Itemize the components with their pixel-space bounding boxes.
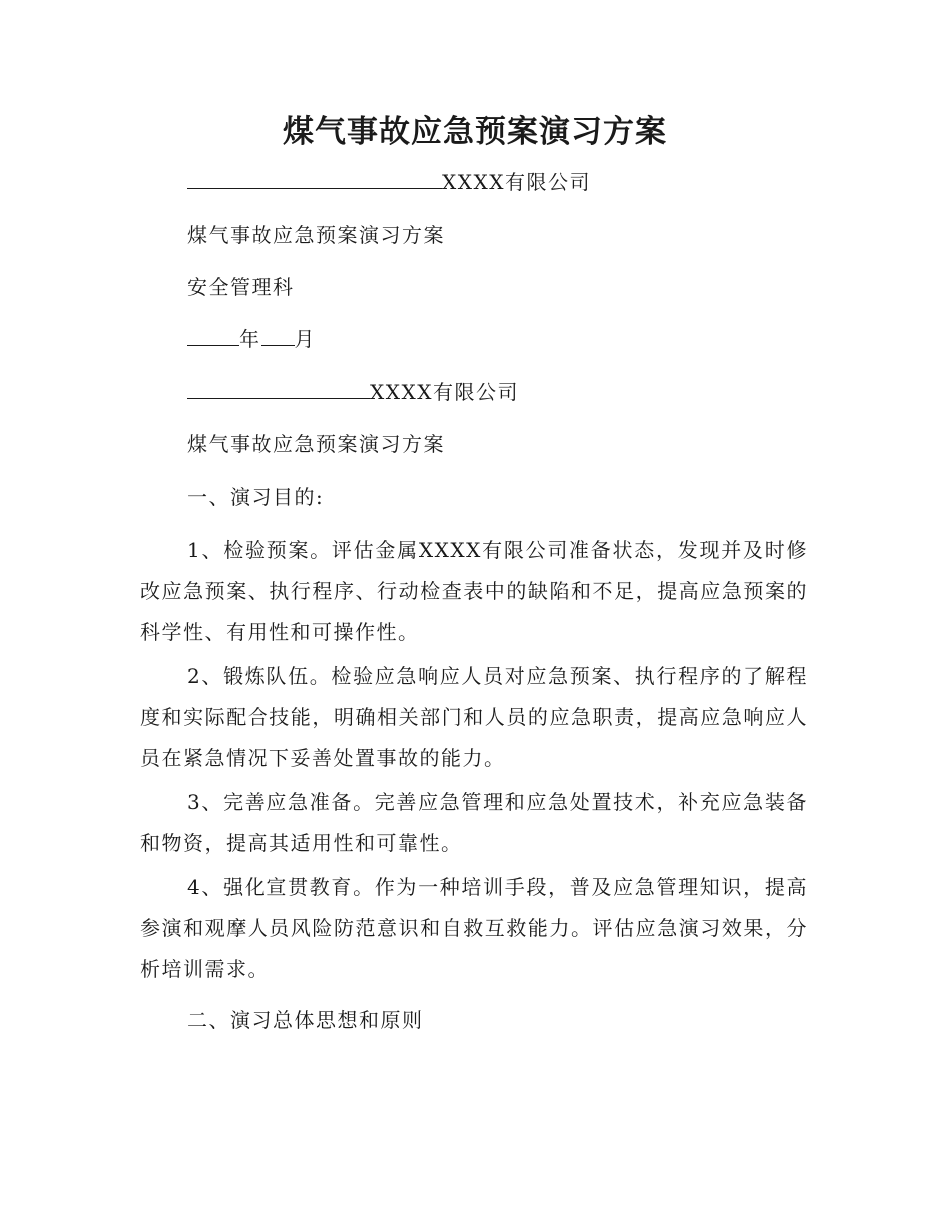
company-line-2	[187, 378, 519, 406]
company-line	[187, 168, 591, 196]
year-blank	[187, 325, 239, 346]
date-year-label: 年	[239, 327, 261, 351]
section1-heading: 一、演习目的:	[187, 485, 325, 509]
paragraph-4: 4、强化宣贯教育。作为一种培训手段，普及应急管理知识，提高参演和观摩人员风险防范意识和自救互救能力。评估应急演习效果，分析培训需求。	[140, 875, 808, 981]
paragraph-3: 3、完善应急准备。完善应急管理和应急处置技术，补充应急装备和物资，提高其适用性和可靠性。	[140, 790, 808, 855]
section2-heading: 二、演习总体思想和原则	[187, 1008, 424, 1032]
company-suffix-2: XXXX有限公司	[370, 380, 519, 404]
doc-title-repeat: 煤气事故应急预案演习方案	[187, 432, 445, 456]
company-name-blank-2	[187, 378, 370, 399]
cover-title: 煤气事故应急预案演习方案	[187, 223, 445, 247]
company-suffix: XXXX有限公司	[442, 170, 591, 194]
document-title: 煤气事故应急预案演习方案	[283, 114, 667, 150]
department: 安全管理科	[187, 275, 295, 299]
paragraph-1: 1、检验预案。评估金属XXXX有限公司准备状态，发现并及时修改应急预案、执行程序、行动检查表中的缺陷和不足，提高应急预案的科学性、有用性和可操作性。	[140, 538, 808, 644]
month-blank	[261, 325, 295, 346]
paragraph-2: 2、锻炼队伍。检验应急响应人员对应急预案、执行程序的了解程度和实际配合技能，明确相关部门和人员的应急职责，提高应急响应人员在紧急情况下妥善处置事故的能力。	[140, 664, 808, 770]
company-name-blank	[187, 168, 442, 189]
date-month-label: 月	[294, 327, 316, 351]
date-line	[187, 325, 316, 353]
